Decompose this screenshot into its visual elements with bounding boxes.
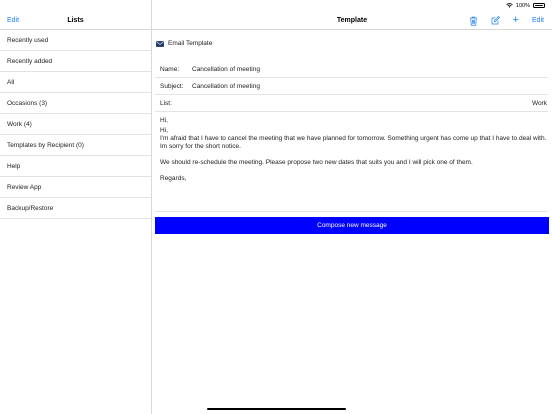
detail-actions xyxy=(469,11,545,30)
compose-icon[interactable] xyxy=(491,16,500,25)
body-closing: Regards, xyxy=(160,175,187,182)
sidebar-item-recently-used[interactable]: Recently used xyxy=(0,30,151,51)
trash-icon[interactable] xyxy=(469,16,478,26)
template-type-row xyxy=(156,40,212,47)
plus-icon[interactable]: + xyxy=(512,13,519,26)
list-label: List: xyxy=(160,99,172,107)
sidebar-item-help[interactable]: Help xyxy=(0,156,151,177)
detail-edit-button[interactable]: Edit xyxy=(531,17,544,24)
subject-label: Subject: xyxy=(160,82,184,90)
detail-pane xyxy=(152,0,552,414)
sidebar-item-work[interactable]: Work (4) xyxy=(0,114,151,135)
body-greeting-inner: Hi, xyxy=(160,127,168,134)
sidebar-item-all[interactable]: All xyxy=(0,72,151,93)
name-value[interactable]: Cancellation of meeting xyxy=(192,65,260,73)
subject-value[interactable]: Cancellation of meeting xyxy=(192,82,260,90)
body-spacer-2 xyxy=(160,167,548,175)
sidebar-item-backup-restore[interactable]: Backup/Restore xyxy=(0,198,151,219)
compose-new-message-button[interactable]: Compose new message xyxy=(155,217,549,234)
sidebar-item-recently-added[interactable]: Recently added xyxy=(0,51,151,72)
envelope-icon xyxy=(156,41,164,47)
sidebar-list xyxy=(0,30,151,219)
sidebar-item-templates-by-recipient[interactable]: Templates by Recipient (0) xyxy=(0,135,151,156)
sidebar-nav-bar xyxy=(0,11,151,30)
template-type-label: Email Template xyxy=(168,40,213,47)
sidebar-item-occasions[interactable]: Occasions (3) xyxy=(0,93,151,114)
body-spacer xyxy=(160,151,548,159)
home-indicator[interactable] xyxy=(207,408,346,411)
subject-row[interactable] xyxy=(155,78,548,95)
message-body[interactable] xyxy=(155,117,548,212)
battery-percent: 100% xyxy=(515,2,530,9)
body-paragraph-1: I'm afraid that I have to cancel the meeting that we have planned for tomorrow. Something urgent has come up that I have to deal with. Im sorry for the short notice. xyxy=(160,135,547,150)
sidebar xyxy=(0,0,152,414)
name-row[interactable] xyxy=(155,61,548,78)
sidebar-title: Lists xyxy=(67,16,84,24)
name-label: Name: xyxy=(160,65,180,73)
sidebar-edit-button[interactable]: Edit xyxy=(7,16,20,24)
body-greeting-outer: Hi, xyxy=(160,117,168,124)
template-form xyxy=(155,61,548,112)
list-row[interactable] xyxy=(155,95,548,112)
detail-title: Template xyxy=(336,16,368,24)
body-paragraph-2: We should re-schedule the meeting. Please propose two new dates that suits you and I will pick one of them. xyxy=(160,159,473,166)
sidebar-item-review-app[interactable]: Review App xyxy=(0,177,151,198)
detail-nav-bar xyxy=(152,11,552,30)
list-value[interactable]: Work xyxy=(531,99,547,107)
